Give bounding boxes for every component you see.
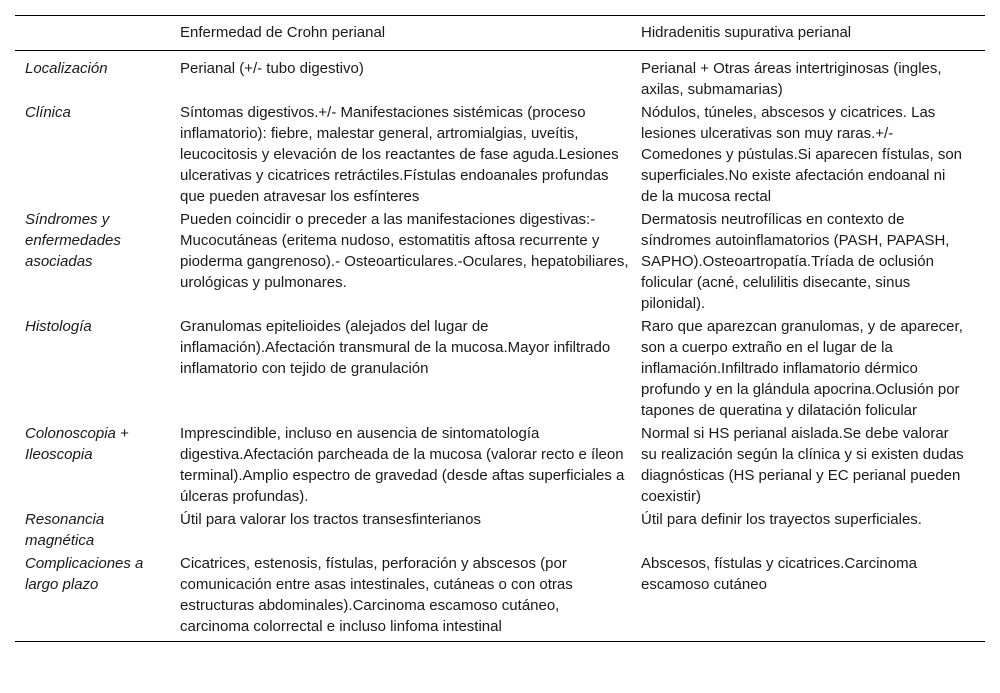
crohn-cell: Granulomas epitelioides (alejados del lugar de inflamación).Afectación transmural de la mucosa.Mayor infiltrado inflamatorio con tejido de granulación (180, 318, 611, 377)
row-label: Histología (25, 318, 92, 335)
header-blank (15, 16, 180, 51)
table-row (15, 508, 985, 552)
table-row (15, 51, 985, 102)
hs-cell: Útil para definir los trayectos superficiales. (641, 511, 922, 528)
hs-cell: Abscesos, fístulas y cicatrices.Carcinoma escamoso cutáneo (641, 555, 917, 593)
header-crohn: Enfermedad de Crohn perianal (180, 24, 386, 41)
crohn-cell: Cicatrices, estenosis, fístulas, perforación y abscesos (por comunicación entre asas intestinales, cutáneas o con otras estructuras abdominales).Carcinoma escamoso cutáneo, carcinoma colorrectal e incluso linfoma intestinal (180, 555, 573, 635)
row-label: Resonancia magnética (25, 511, 105, 549)
table-row (15, 101, 985, 208)
crohn-cell: Síntomas digestivos.+/- Manifestaciones sistémicas (proceso inflamatorio): fiebre, malestar general, artromialgias, uveítis, leucocitosis y elevación de los reactantes de fase aguda.Lesiones ulcerativas y cicatrices retráctiles.Fístulas endoanales profundas que pueden atravesar los esfínteres (180, 104, 619, 205)
hs-cell: Perianal + Otras áreas intertriginosas (ingles, axilas, submamarias) (641, 60, 942, 98)
hs-cell: Raro que aparezcan granulomas, y de aparecer, son a cuerpo extraño en el lugar de la inflamación.Infiltrado inflamatorio dérmico profundo y en la glándula apocrina.Oclusión por tapones de queratina y dilatación folicular (641, 318, 963, 419)
row-label: Colonoscopia + Ileoscopia (25, 425, 129, 463)
table-row (15, 208, 985, 315)
crohn-cell: Perianal (+/- tubo digestivo) (180, 60, 364, 77)
row-label: Clínica (25, 104, 71, 121)
row-label: Localización (25, 60, 108, 77)
crohn-cell: Pueden coincidir o preceder a las manifestaciones digestivas:- Mucocutáneas (eritema nudoso, estomatitis aftosa recurrente y pioderma gangrenoso).- Osteoarticulares.-Oculares, hepatobiliares, urológicas y pulmonares. (180, 211, 629, 291)
hs-cell: Nódulos, túneles, abscesos y cicatrices. Las lesiones ulcerativas son muy raras.+/- Comedones y pústulas.Si aparecen fístulas, son superficiales.No existe afectación endoanal ni de la mucosa rectal (641, 104, 963, 205)
table-row (15, 315, 985, 422)
table-body (15, 51, 985, 642)
crohn-cell: Útil para valorar los tractos transesfinterianos (180, 511, 481, 528)
row-label: Síndromes y enfermedades asociadas (25, 211, 121, 270)
table-row (15, 422, 985, 508)
header-row (15, 16, 985, 51)
crohn-cell: Imprescindible, incluso en ausencia de sintomatología digestiva.Afectación parcheada de la mucosa (valorar recto e íleon terminal).Amplio espectro de gravedad (desde aftas superficiales a úlceras profundas). (180, 425, 625, 505)
comparison-table-container (15, 15, 985, 642)
comparison-table (15, 15, 985, 642)
hs-cell: Normal si HS perianal aislada.Se debe valorar su realización según la clínica y si existen dudas diagnósticas (HS perianal y EC perianal pueden coexistir) (641, 425, 964, 505)
table-row (15, 552, 985, 642)
row-label: Complicaciones a largo plazo (25, 555, 144, 593)
header-hs: Hidradenitis supurativa perianal (641, 24, 852, 41)
table-header (15, 16, 985, 51)
hs-cell: Dermatosis neutrofílicas en contexto de síndromes autoinflamatorios (PASH, PAPASH, SAPHO).Osteoartropatía.Tríada de oclusión folicular (acné, celulilitis disecante, sinus pilonidal). (641, 211, 950, 312)
